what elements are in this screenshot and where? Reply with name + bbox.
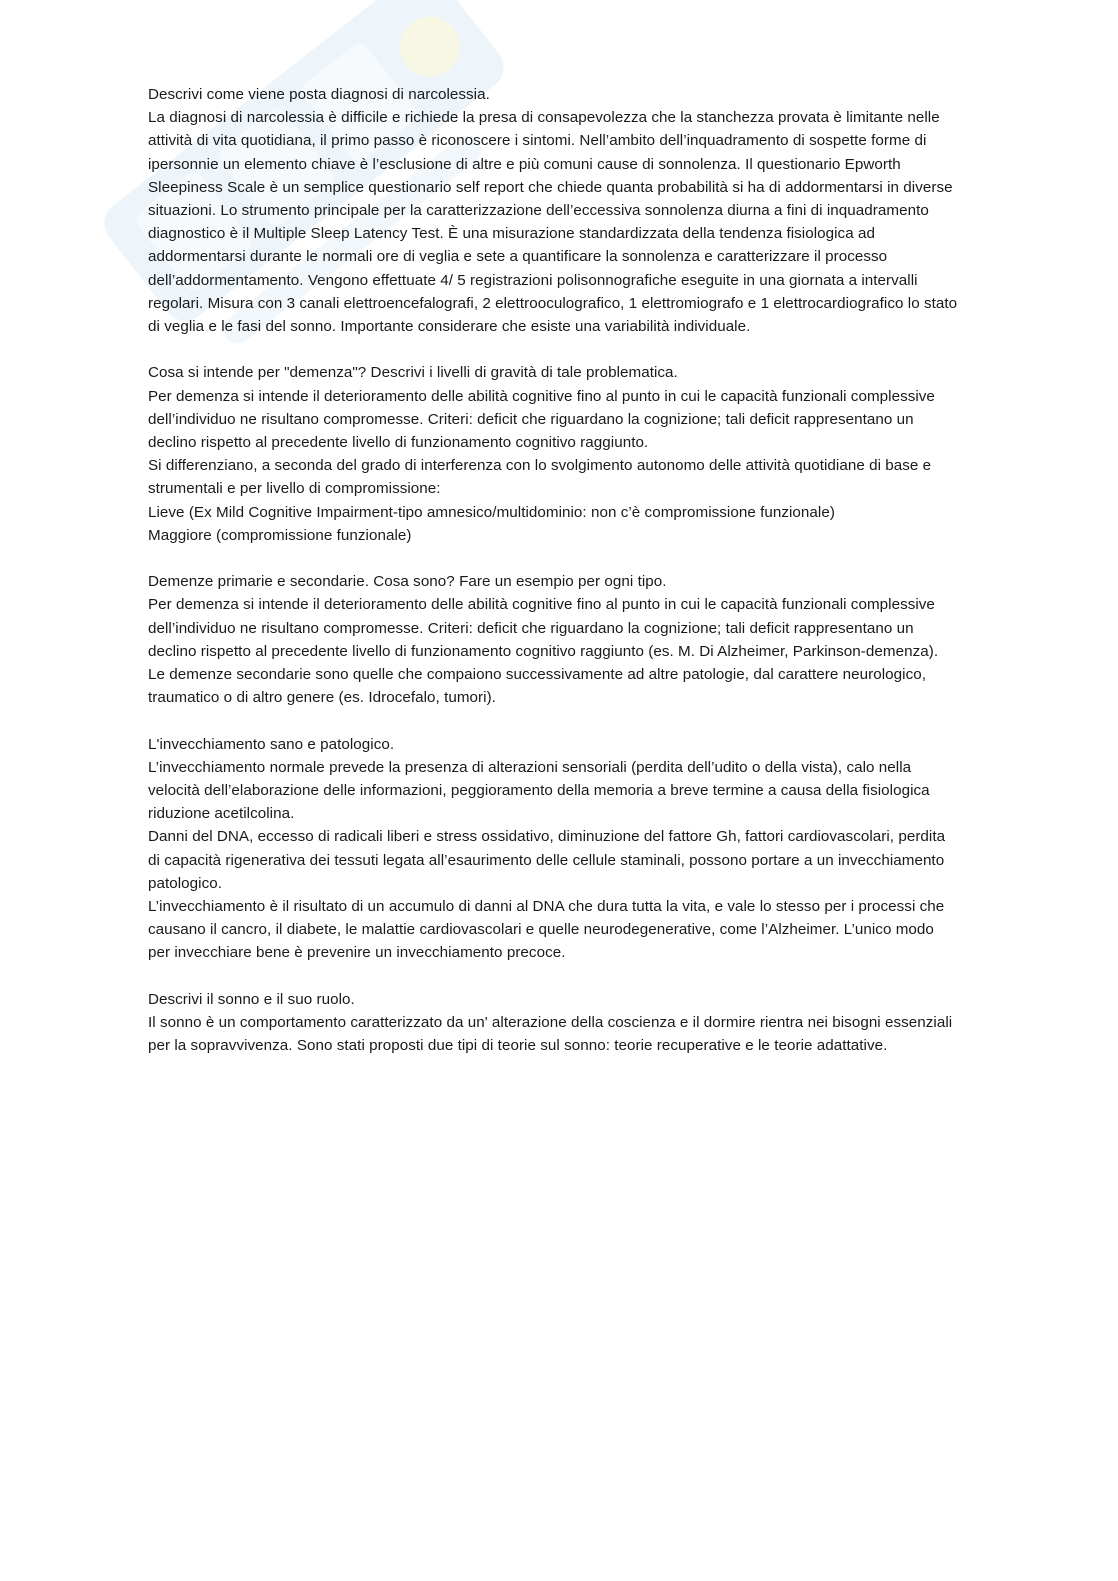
question-heading: Descrivi come viene posta diagnosi di narcolessia.: [148, 86, 490, 103]
answer-paragraph: L’invecchiamento normale prevede la presenza di alterazioni sensoriali (perdita dell’udito o della vista), calo nella velocità dell’elaborazione delle informazioni, peggioramento della memoria a breve termine a causa della fisiologica riduzione acetilcolina.: [148, 758, 934, 823]
question-heading: L'invecchiamento sano e patologico.: [148, 735, 395, 753]
answer-paragraph: Lieve (Ex Mild Cognitive Impairment-tipo amnesico/multidominio: non c’è compromissione funzionale): [148, 503, 835, 521]
answer-paragraph: Si differenziano, a seconda del grado di interferenza con lo svolgimento autonomo delle attività quotidiane di base e strumentali e per livello di compromissione:: [148, 457, 936, 498]
document-body: [148, 83, 960, 1081]
answer-paragraph: Le demenze secondarie sono quelle che compaiono successivamente ad altre patologie, dal carattere neurologico, traumatico o di altro genere (es. Idrocefalo, tumori).: [148, 666, 931, 707]
answer-paragraph: Il sonno è un comportamento caratterizzato da un' alterazione della coscienza e il dormire rientra nei bisogni essenziali per la sopravvivenza. Sono stati proposti due tipi di teorie sul sonno: teorie recuperative e le teorie adattative.: [148, 1014, 957, 1055]
section-demenza: [148, 361, 960, 547]
answer-paragraph: La diagnosi di narcolessia è difficile e richiede la presa di consapevolezza che la stanchezza provata è limitante nelle attività di vita quotidiana, il primo passo è riconoscere i sintomi. Nell’ambito dell’inquadramento di sospette forme di ipersonnie un elemento chiave è l’esclusione di altre e più comuni cause di sonnolenza. Il questionario Epworth Sleepiness Scale è un semplice questionario self report che chiede quanta probabilità si ha di addormentarsi in diverse situazioni. Lo strumento principale per la caratterizzazione dell’eccessiva sonnolenza diurna a fini di inquadramento diagnostico è il Multiple Sleep Latency Test. È una misurazione standardizzata della tendenza fisiologica ad addormentarsi durante le normali ore di veglia e sete a quantificare la sonnolenza e caratterizzare il processo dell’addormentamento. Vengono effettuate 4/ 5 registrazioni polisonnografiche eseguite in una giornata a intervalli regolari. Misura con 3 canali elettroencefalografi, 2 elettrooculografico, 1 elettromiografo e 1 elettrocardiografico lo stato di veglia e le fasi del sonno. Importante considerare che esiste una variabilità individuale.: [148, 109, 962, 336]
section-invecchiamento: [148, 733, 960, 965]
answer-paragraph: Maggiore (compromissione funzionale): [148, 526, 412, 544]
answer-paragraph: L’invecchiamento è il risultato di un accumulo di danni al DNA che dura tutta la vita, e vale lo stesso per i processi che causano il cancro, il diabete, le malattie cardiovascolari e quelle neurodegenerative, come l’Alzheimer. L’unico modo per invecchiare bene è prevenire un invecchiamento precoce.: [148, 898, 949, 962]
question-heading: Cosa si intende per "demenza"? Descrivi i livelli di gravità di tale problematica.: [148, 364, 678, 382]
question-heading: Descrivi il sonno e il suo ruolo.: [148, 990, 355, 1008]
answer-paragraph: Danni del DNA, eccesso di radicali liberi e stress ossidativo, diminuzione del fattore Gh, fattori cardiovascolari, perdita di capacità rigenerativa dei tessuti legata all’esaurimento delle cellule staminali, possono portare a un invecchiamento patologico.: [148, 828, 950, 892]
answer-paragraph: Per demenza si intende il deterioramento delle abilità cognitive fino al punto in cui le capacità funzionali complessive dell’individuo ne risultano compromesse. Criteri: deficit che riguardano la cognizione; tali deficit rappresentano un declino rispetto al precedente livello di funzionamento cognitivo raggiunto.: [148, 387, 940, 452]
answer-paragraph: Per demenza si intende il deterioramento delle abilità cognitive fino al punto in cui le capacità funzionali complessive dell’individuo ne risultano compromesse. Criteri: deficit che riguardano la cognizione; tali deficit rappresentano un declino rispetto al precedente livello di funzionamento cognitivo raggiunto (es. M. Di Alzheimer, Parkinson-demenza).: [148, 596, 940, 660]
section-sonno: [148, 988, 960, 1058]
section-narcolessia: [148, 83, 960, 338]
section-demenze-primarie-secondarie: [148, 570, 960, 709]
question-heading: Demenze primarie e secondarie. Cosa sono? Fare un esempio per ogni tipo.: [148, 573, 667, 591]
